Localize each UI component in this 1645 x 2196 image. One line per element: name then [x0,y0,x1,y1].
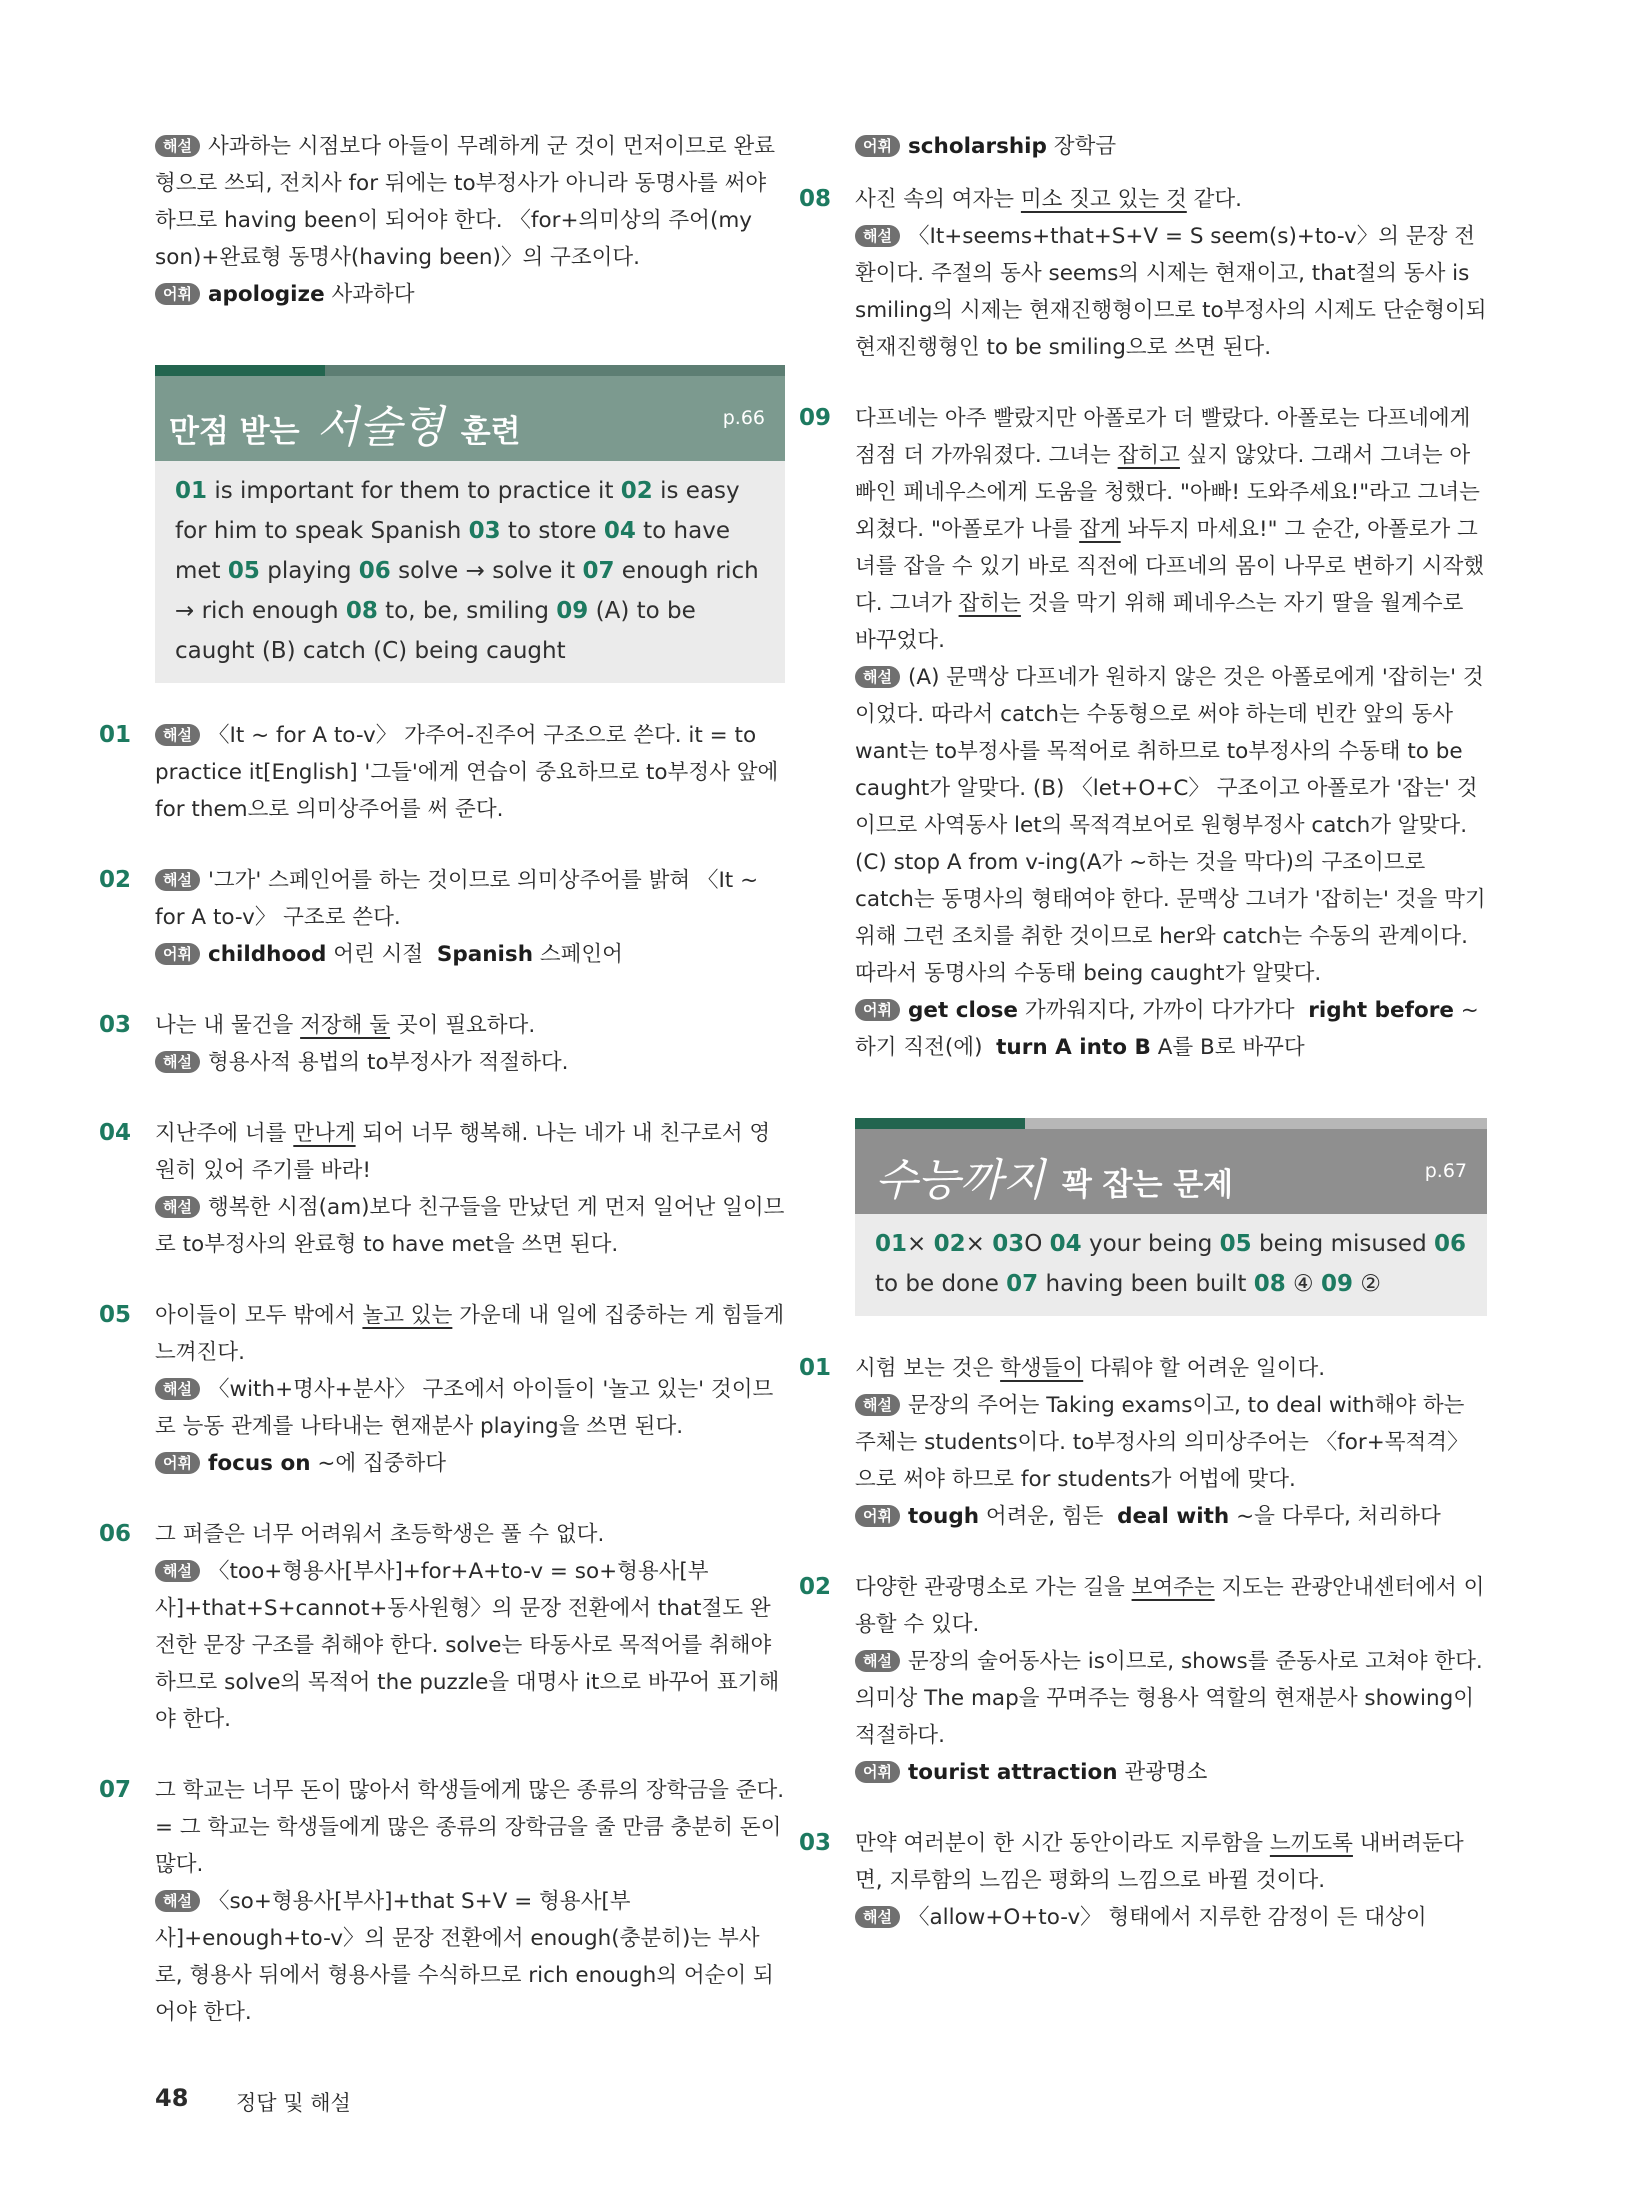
item-07: 07 그 학교는 너무 돈이 많아서 학생들에게 많은 종류의 장학금을 준다. = 그 학교는 학생들에게 많은 종류의 장학금을 줄 만큼 충분히 돈이 많다. 해설 〈so+형용사[부사]+that S+V = 형용사[부사]+enough+to-v〉의 문장 전환에서 enough(충분히)는 부사로, 형용사 뒤에서 형용사를 수식하므로 rich enough의 어순이 되어야 한다. [99,1777,785,2025]
item-03: 03 나는 내 물건을 저장해 둘 곳이 필요하다. 해설 형용사적 용법의 to부정사가 적절하다. [99,1012,569,1075]
section-title: 수능까지 꽉 잡는 문제 [875,1155,1234,1206]
right-column [799,128,1487,1936]
item-06: 06 그 퍼즐은 너무 어려워서 초등학생은 풀 수 없다. 해설 〈too+형용사[부사]+for+A+to-v = so+형용사[부사]+that+S+cannot+동사원형〉의 문장 전환에서 that절도 완전한 문장 구조를 취해야 한다. solve는 타동사로 목적어를 취해야 하므로 solve의 목적어 the puzzle을 대명사 it으로 바꾸어 표기해야 한다. [99,1521,780,1732]
explanation-tag: 해설 [155,135,200,157]
item-s01: 01 시험 보는 것은 학생들이 다뤄야 할 어려운 일이다. 해설 문장의 주어는 Taking exams이고, to deal with해야 하는 주체는 students이다. to부정사의 의미상주어는 〈for+목적격〉으로 써야 하므로 for students가 어법에 맞다. 어휘 tough 어려운, 힘든 deal with ~을 다루다, 처리하다 [799,1355,1469,1529]
top-vocab: 어휘 apologize 사과하다 [155,276,785,313]
top-vocab-right: 어휘 scholarship 장학금 [855,128,1487,165]
section-header-suneung [855,1118,1487,1214]
top-explanation: 해설 사과하는 시점보다 아들이 무례하게 군 것이 먼저이므로 완료형으로 쓰되, 전치사 for 뒤에는 to부정사가 아니라 동명사를 써야 하므로 having been이 되어야 한다. 〈for+의미상의 주어(my son)+완료형 동명사(having been)〉의 구조이다. [155,134,776,270]
section-page-ref: p.66 [722,407,765,429]
section-header-writing [155,365,785,461]
item-04: 04 지난주에 너를 만나게 되어 너무 행복해. 나는 네가 내 친구로서 영원히 있어 주기를 바라! 해설 행복한 시점(am)보다 친구들을 만났던 게 먼저 일어난 일이므로 to부정사의 완료형 to have met을 쓰면 된다. [99,1120,785,1257]
answer-box-suneung: 01× 02× 03O 04 your being 05 being misused 06 to be done 07 having been built 08 ④ 09 ② [855,1214,1487,1316]
item-05: 05 아이들이 모두 밖에서 놀고 있는 가운데 내 일에 집중하는 게 힘들게 느껴진다. 해설 〈with+명사+분사〉 구조에서 아이들이 '놀고 있는' 것이므로 능동 관계를 나타내는 현재분사 playing을 쓰면 된다. 어휘 focus on ~에 집중하다 [99,1302,785,1476]
vocab-tag: 어휘 [155,283,200,305]
item-01: 01 해설 〈It ~ for A to-v〉 가주어-진주어 구조으로 쓴다. it = to practice it[English] '그들'에게 연습이 중요하므로 to부정사 앞에 for them으로 의미상주어를 써 준다. [99,722,779,822]
section-title: 만점 받는 서술형 훈련 [169,402,521,453]
item-s02: 02 다양한 관광명소로 가는 길을 보여주는 지도는 관광안내센터에서 이용할 수 있다. 해설 문장의 술어동사는 is이므로, shows를 준동사로 고쳐야 한다. 의미상 The map을 꾸며주는 형용사 역할의 현재분사 showing이 적절하다. 어휘 tourist attraction 관광명소 [799,1574,1485,1785]
item-09: 09 다프네는 아주 빨랐지만 아폴로가 더 빨랐다. 아폴로는 다프네에게 점점 더 가까워졌다. 그녀는 잡히고 싶지 않았다. 그래서 그녀는 아빠인 페네우스에게 도움을 청했다. "아빠! 도와주세요!"라고 그녀는 외쳤다. "아폴로가 나를 잡게 놔두지 마세요!" 그 순간, 아폴로가 그녀를 잡을 수 있기 바로 직전에 다프네의 몸이 나무로 변하기 시작했다. 그녀가 잡히는 것을 막기 위해 페네우스는 자기 딸을 월계수로 바꾸었다. 해설 (A) 문맥상 다프네가 원하지 않은 것은 아폴로에게 '잡히는' 것이었다. 따라서 catch는 수동형으로 써야 하는데 빈칸 앞의 동사 want는 to부정사를 목적어로 취하므로 to부정사의 수동태 to be caught가 알맞다. (B) 〈let+O+C〉 구조이고 아폴로가 '잡는' 것이므로 사역동사 let의 목적격보어로 원형부정사 catch가 알맞다. (C) stop A from v-ing(A가 ~하는 것을 막다)의 구조이므로 catch는 동명사의 형태여야 한다. 문맥상 그녀가 '잡히는' 것을 막기 위해 그런 조치를 취한 것이므로 her와 catch는 수동의 관계이다. 따라서 동명사의 수동태 being caught가 알맞다. 어휘 get close 가까워지다, 가까이 다가가다 right before ~하기 직전(에) turn A into B A를 B로 바꾸다 [799,405,1486,1060]
footer-label: 정답 및 해설 [236,2091,351,2115]
section-page-ref: p.67 [1424,1160,1467,1182]
answer-box-writing: 01 is important for them to practice it 02 is easy for him to speak Spanish 03 to store 04 to have met 05 playing 06 solve → solve it 07 enough rich → rich enough 08 to, be, smiling 09 (A) to be caught (B) catch (C) being caught [155,461,785,683]
item-08: 08 사진 속의 여자는 미소 짓고 있는 것 같다. 해설 〈It+seems+that+S+V = S seem(s)+to-v〉의 문장 전환이다. 주절의 동사 seems의 시제는 현재이고, that절의 동사 is smiling의 시제는 현재진행형이므로 to부정사의 시제도 단순형이되 현재진행형인 to be smiling으로 쓰면 된다. [799,186,1487,360]
left-column [99,128,785,2031]
page-number: 48 [155,2084,189,2112]
item-s03: 03 만약 여러분이 한 시간 동안이라도 지루함을 느끼도록 내버려둔다면, 지루함의 느낌은 평화의 느낌으로 바뀔 것이다. 해설 〈allow+O+to-v〉 형태에서 지루한 감정이 든 대상이 [799,1830,1464,1930]
item-02: 02 해설 '그가' 스페인어를 하는 것이므로 의미상주어를 밝혀 〈It ~ for A to-v〉 구조로 쓴다. 어휘 childhood 어린 시절 Spanish 스페인어 [99,867,759,967]
